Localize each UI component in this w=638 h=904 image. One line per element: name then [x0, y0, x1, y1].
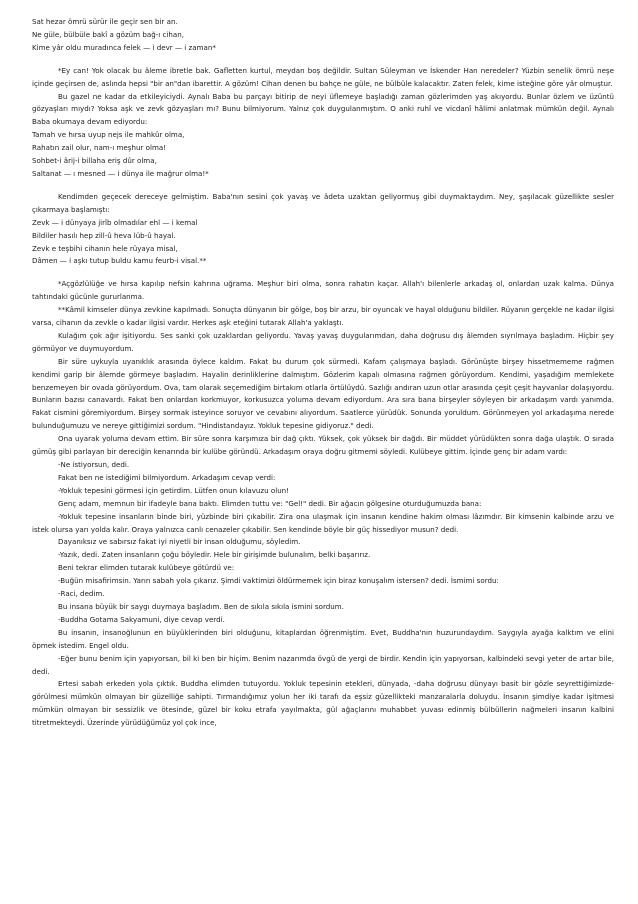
paragraph: Ertesi sabah erkeden yola çıktık. Buddha elimden tutuyordu. Yokluk tepesinin etekleri, dünyada, -daha doğrusu dünyayı basit bir gözle seyrettiğimizde-görülmesi mümkün olmayan bir güzelliğe sahipti. Tırmandığımız yolun her iki tarafı da eşsiz güzellikteki manzaralarla doluydu. İnsanın şimdiye kadar işitmesi mümkün olmayan bir sessizlik ve ötesinde, güzel bir koku etrafa yayılmakta, gül ağaçlarını muhabbet yuvası edinmiş bülbüllerin nağmeleri insanın kalbini titretmekteydi. Üzerinde yürüdüğümüz yol çok ince, [32, 679, 614, 728]
verse-line: Sohbet-i ârij-i billaha eriş dûr olma, [32, 156, 157, 166]
paragraph: -Raci, dedim. [58, 589, 105, 599]
verse-line: Zevk e teşbihi cihanın hele rüyaya misal, [32, 243, 178, 253]
verse-line: Bildiler hasılı hep zill-û heva lüb-û hayal. [32, 230, 176, 240]
paragraph: *Açgözlülüğe ve hırsa kapılıp nefsin kahrına uğrama. Meşhur biri olma, sonra rahatın kaçar. Allah'ı bilenlerle arkadaş ol, onlardan uzak kalma. Dünya tahtındaki gücünle gururlanma. [32, 279, 614, 302]
paragraph: **Kâmil kimseler dünya zevkine kapılmadı. Sonuçta dünyanın bir gölge, boş bir arzu, bir oyuncak ve hayal olduğunu bildiler. Rüyanın gerçekle ne kadar ilgisi varsa, cihanın da zevkle o kadar ilgisi vardır. Herkes aşk eteğini tutarak Allah'a yaklaştı. [32, 305, 614, 328]
verse-line: Sat hezar ömrü sürür ile geçir sen bir an. [32, 17, 178, 26]
paragraph: Beni tekrar elimden tutarak kulübeye götürdü ve: [58, 563, 235, 573]
verse-line: Tamah ve hırsa uyup nejs ile mahkûr olma, [32, 130, 185, 140]
paragraph: Genç adam, memnun bir ifadeyle bana baktı. Elimden tuttu ve: "Gel!" dedi. Bir ağacın gölgesine oturduğumuzda bana: [58, 498, 482, 508]
verse-line: Saltanat — ı mesned — i dünya ile mağrur olma!* [32, 168, 209, 178]
paragraph: Fakat ben ne istediğimi bilmiyordum. Arkadaşım cevap verdi: [58, 472, 276, 482]
paragraph: Bu gazel ne kadar da etkileyiciydi. Aynalı Baba bu parçayı bitirip de neyi üflemeye başladığı zaman gözlerimden yaş akıyordu. Bunlar özlem ve üzüntü gözyaşları mıydı? Yoksa aşk ve zevk gözyaşları mı? Bunu bilmiyorum. Yalnız çok duygulanmıştım. O anki ruhî ve vicdanî hâlimi anlatmak mümkün değil. Aynalı Baba okumaya devam ediyordu: [32, 91, 614, 127]
paragraph: Bu insanın, insanoğlunun en büyüklerinden biri olduğunu, kitaplardan öğrenmiştim. Evet, Buddha'nın huzurundaydım. Saygıyla ayağa kalktım ve elini öpmek istedim. Engel oldu. [32, 627, 614, 650]
verse-line: Ne güle, bülbüle bakî a gözüm bağ-ı cihan, [32, 29, 184, 39]
verse-line: Dâmen — i aşkı tutup buldu kamu feurb-i visal.** [32, 256, 207, 266]
paragraph: Kulağım çok ağır işitiyordu. Ses sanki çok uzaklardan geliyordu. Yavaş yavaş duygularımdan, daha doğrusu dış âlemden sıyrılmaya başladım. Hiçbir şey görmüyor ve duymuyordum. [32, 330, 614, 353]
verse-line: Kime yâr oldu muradınca felek — i devr — i zaman* [32, 42, 216, 52]
document-page [32, 16, 614, 730]
paragraph: -Eğer bunu benim için yapıyorsan, bil ki ben bir hiçim. Benim nazarımda övgü de yergi de birdir. Kendin için yapıyorsan, kalbindeki sevgi yeter de artar bile, dedi. [32, 653, 614, 676]
paragraph: -Buğün misafirimsin. Yarın sabah yola çıkarız. Şimdi vaktimizi öldürmemek için biraz konuşalım istersen? dedi. İsmimi sordu: [58, 576, 499, 586]
paragraph: -Buddha Gotama Sakyamuni, diye cevap verdi. [58, 614, 225, 624]
paragraph-gap [32, 268, 614, 278]
paragraph: Bir süre uykuyla uyanıklık arasında öylece kaldım. Fakat bu durum çok sürmedi. Kafam çalışmaya başladı. Görünüşte birşey hissetmememe rağmen kendimi garip bir âlemde görmeye başladım. Hayalin derinliklerine dalmıştım. Gözlerim kapalı olmasına rağmen görüyordum. Kendimi, yaşadığım memlekete benzemeyen bir ovada görüyordum. Ova, tam olarak seçemediğim birtakım otlarla örtülüydü. Sazlığı andıran uzun otlar arasında çeşit çeşit hayvanlar dolaşıyordu. Bunların bazısı canavardı. Fakat ben onlardan korkmuyor, korkusuzca yoluma devam ediyordum. Ara sıra bana birşeyler söyleyen bir arkadaşım vardı yanımda. Fakat cismini göremiyordum. Birşey sormak isteyince soruyor ve cevabını alıyordum. Saatlerce yürüdük. Sonunda yoruldum. Görünmeyen yol arkadaşıma nerede bulunduğumuzu ve nereye gittiğimizi sordum. "Hindistandayız. Yokluk tepesine gidiyoruz." dedi. [32, 356, 614, 431]
paragraph: -Ne istiyorsun, dedi. [58, 460, 130, 469]
paragraph-gap [32, 181, 614, 191]
paragraph: Ona uyarak yoluma devam ettim. Bir süre sonra karşımıza bir dağ çıktı. Yüksek, çok yüksek bir dağdı. Bir müddet yürüdükten sonra dağa ulaştık. O sırada gümüş gibi parlayan bir dereciğin kenarında bir kulübe göründü. Arkadaşım oraya doğru gitmemi söyledi. Kulübeye gittim. İçinde genç bir adam vardı: [32, 434, 614, 457]
paragraph-gap [32, 55, 614, 65]
paragraph: Kendimden geçecek dereceye gelmiştim. Baba'nın sesini çok yavaş ve âdeta uzaktan geliyormuş gibi duymaktaydım. Ney, şaşılacak güzellikte sesler çıkarmaya başlamıştı: [32, 191, 614, 214]
paragraph: Dayanıksız ve sabırsız fakat iyi niyetli bir insan olduğumu, söyledim. [58, 537, 301, 547]
paragraph: -Yokluk tepesine insanların binde biri, yüzbinde biri çıkabilir. Zira ona ulaşmak için insanın kendine hakim olması lâzımdır. Bir kimsenin kalbinde arzu ve istek olursa yarı yolda kalır. Oraya yalnızca canlı cenazeler çıkabilir. Sen kendinde böyle bir güç hissediyor musun? dedi. [32, 511, 614, 534]
verse-line: Rahatın zail olur, nam-ı meşhur olma! [32, 143, 167, 153]
paragraph: *Ey can! Yok olacak bu âleme ibretle bak. Gafletten kurtul, meydan boş değildir. Sultan Süleyman ve İskender Han neredeler? Yüzbin senelik ömrü neşe içinde geçirsen de, aslında hepsi "bir an"dan ibarettir. A gözüm! Cihan denen bu bahçe ne güle, ne bülbüle kalacaktır. Zaten felek, kime isteğine göre yâr olmuştur. [32, 65, 614, 88]
paragraph: -Yokluk tepesini görmesi için getirdim. Lütfen onun kılavuzu olun! [58, 485, 290, 495]
paragraph: -Yazık, dedi. Zaten insanların çoğu böyledir. Hele bir girişimde bulunalım, belki başarırız. [58, 550, 371, 560]
verse-line: Zevk — i dünyaya jirîb olmadılar ehl — i kemal [32, 217, 198, 227]
paragraph: Bu insana büyük bir saygı duymaya başladım. Ben de sıkıla sıkıla ismini sordum. [58, 601, 344, 611]
